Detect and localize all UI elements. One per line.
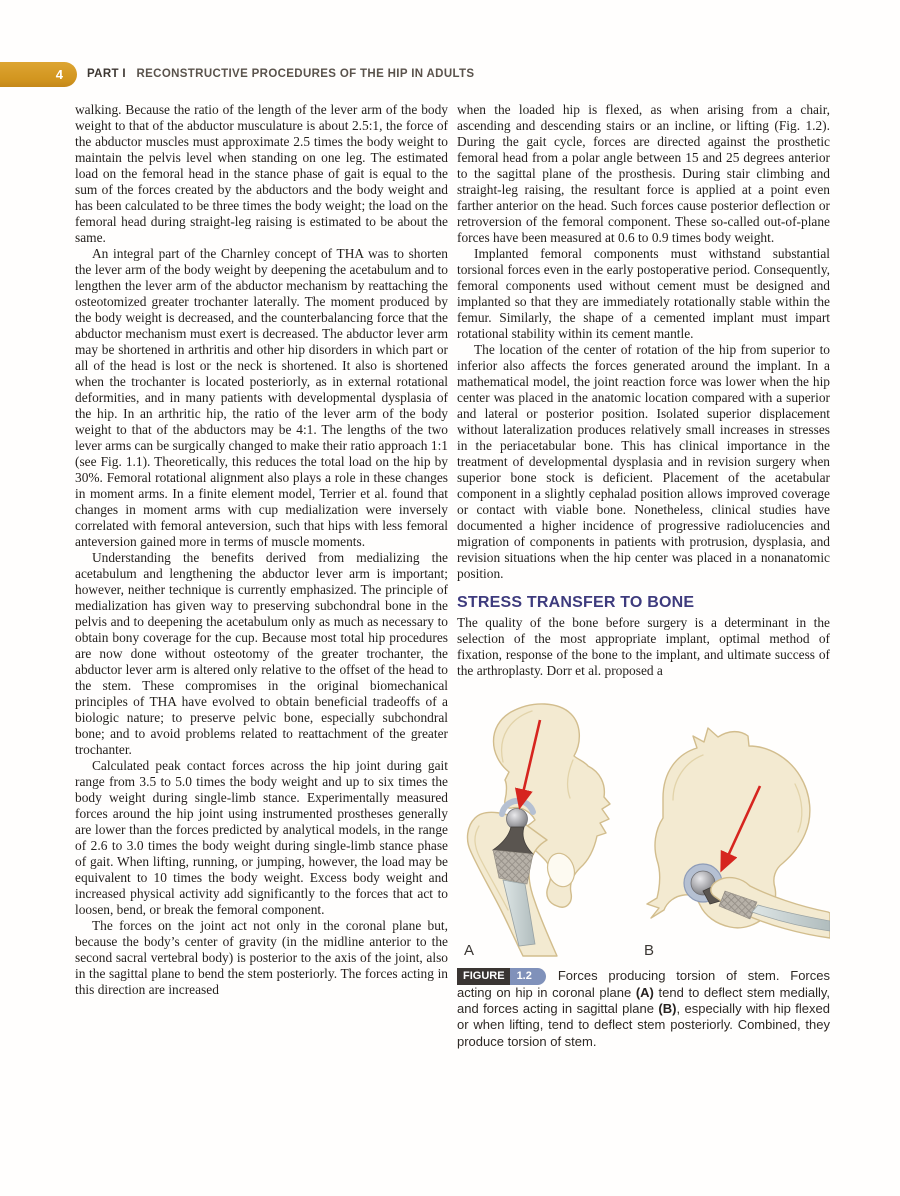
left-column (75, 102, 448, 998)
panel-b-label: B (644, 942, 655, 959)
right-column (457, 102, 830, 1063)
figure-1-2 (457, 700, 830, 1050)
part-title: RECONSTRUCTIVE PROCEDURES OF THE HIP IN ADULTS (136, 68, 475, 80)
body-paragraph: Calculated peak contact forces across the hip joint during gait range from 3.5 to 5.0 times the body weight and up to six times the body weight during single-limb stance. Experimentally measured forces around the hip joint using instrumented prostheses generally are lower than the forces predicted by analytical models, in the range of 2.6 to 3.0 times the body weight during single-limb stance phase of gait. When lifting, running, or jumping, however, the load may be equivalent to 10 times the body weight. Excess body weight and increased physical activity add significantly to the forces that act to loosen, bend, or break the femoral component. (75, 758, 448, 917)
body-paragraph: Understanding the benefits derived from medializing the acetabulum and lengthening the abductor lever arm is important; however, neither technique is currently emphasized. The principle of medialization has given way to preserving subchondral bone in the pelvis and to deepening the acetabulum only as much as necessary to obtain bony coverage for the cup. Because most total hip procedures are now done without osteotomy of the greater trochanter, the abductor lever arm is altered only relative to the offset of the head to the stem. These compromises in the original biomechanical principles of THA have evolved to obtain beneficial tradeoffs of a biologic nature; to preserve pelvic bone, especially subchondral bone; and to avoid problems related to reattachment of the greater trochanter. (75, 550, 448, 757)
section-heading: STRESS TRANSFER TO BONE (457, 594, 695, 611)
prosthetic-head (507, 809, 528, 830)
body-paragraph: The forces on the joint act not only in the coronal plane but, because the body’s center of gravity (in the midline anterior to the second sacral vertebral body) is posterior to the axis of the joint, also in the sagittal plane to bend the stem posteriorly. The forces acting in this direction are increased (75, 918, 448, 997)
page-number-tab (0, 62, 77, 87)
caption-bold-a: (A) (635, 985, 654, 1000)
running-head (87, 68, 474, 80)
body-paragraph: when the loaded hip is flexed, as when arising from a chair, ascending and descending stairs or an incline, or lifting (Fig. 1.2). During the gait cycle, forces are directed against the prosthetic femoral head from a polar angle between 15 and 25 degrees anterior to the sagittal plane of the prosthesis. During stair climbing and straight-leg raising, the resultant force is applied at a point even farther anterior on the head. Such forces cause posterior deflection or retroversion of the femoral component. These so-called out-of-plane forces have been measured at 0.6 to 0.9 times body weight. (457, 102, 830, 245)
body-paragraph: The quality of the bone before surgery is a determinant in the selection of the most appropriate implant, optimal method of fixation, response of the bone to the implant, and ultimate success of the arthroplasty. Dorr et al. proposed a (457, 615, 830, 678)
figure-badge: FIGURE (457, 968, 510, 985)
caption-text: , especially with hip flexed or when lifting, tend to deflect stem posteriorly. Combined, they produce torsion of stem. (457, 1001, 830, 1049)
caption-text: Forces producing torsion of stem. Forces acting on hip in coronal plane (457, 968, 830, 1000)
figure-number-badge: 1.2 (510, 968, 546, 985)
page-number: 4 (55, 67, 63, 82)
body-paragraph: walking. Because the ratio of the length of the lever arm of the body weight to that of the abductor musculature is about 2.5:1, the force of the abductor muscles must approximate 2.5 times the body weight to maintain the pelvis level when standing on one leg. The estimated load on the femoral head in the stance phase of gait is equal to the sum of the forces created by the abductors and the body weight and has been calculated to be three times the body weight; the load on the femoral head during straight-leg raising is estimated to be about the same. (75, 102, 448, 245)
panel-a-illustration (468, 704, 610, 956)
figure-illustration (457, 700, 830, 962)
body-paragraph: The location of the center of rotation of the hip from superior to inferior also affects the forces generated around the implant. In a mathematical model, the joint reaction force was lower when the hip center was placed in the anatomic location compared with a superior and lateral or posterior position. Isolated superior displacement without lateralization produces relatively small increases in stresses in the periacetabular bone. This has clinical importance in the treatment of developmental dysplasia and in revision surgery when superior bone stock is deficient. Placement of the acetabular component in a slightly cephalad position allows improved coverage or contact with viable bone. Nonetheless, clinical studies have documented a higher incidence of progressive radiolucencies and migration of components in patients with protrusion, dysplasia, and revision situations when the hip center was placed in a nonanatomic position. (457, 342, 830, 581)
body-paragraph: An integral part of the Charnley concept of THA was to shorten the lever arm of the body weight by deepening the acetabulum and to lengthen the lever arm of the abductor mechanism by reattaching the osteotomized greater trochanter laterally. The moment produced by the body weight is decreased, and the counterbalancing force that the abductor mechanism must exert is decreased. The abductor lever arm may be shortened in arthritis and other hip disorders in which part or all of the head is lost or the neck is shortened. It also is shortened when the trochanter is located posteriorly, as in external rotational deformities, and in many patients with developmental dysplasia of the hip. In an arthritic hip, the ratio of the lever arm of the body weight to that of the abductors may be 4:1. The lengths of the two lever arms can be surgically changed to make their ratio approach 1:1 (see Fig. 1.1). Theoretically, this reduces the total load on the hip by 30%. Femoral rotational alignment also plays a role in these changes in moment arms. In a finite element model, Terrier et al. found that changes in moment arms with cup medialization were inversely correlated with femoral anteversion, such that hips with less femoral anteversion gained more in terms of muscle moments. (75, 246, 448, 549)
caption-text: tend to deflect stem medially, and forces acting in sagittal plane (457, 985, 830, 1017)
body-paragraph: Implanted femoral components must withstand substantial torsional forces even in the early postoperative period. Consequently, femoral components used without cement must be designed and implanted so that they are immediately rotationally stable within the femur. Similarly, the shape of a cemented implant must impart rotational stability within its cement mantle. (457, 246, 830, 341)
panel-b-illustration (647, 728, 830, 938)
figure-caption (457, 968, 830, 1050)
panel-a-label: A (464, 942, 475, 959)
part-label: PART I (87, 68, 126, 80)
caption-bold-b: (B) (658, 1001, 677, 1017)
